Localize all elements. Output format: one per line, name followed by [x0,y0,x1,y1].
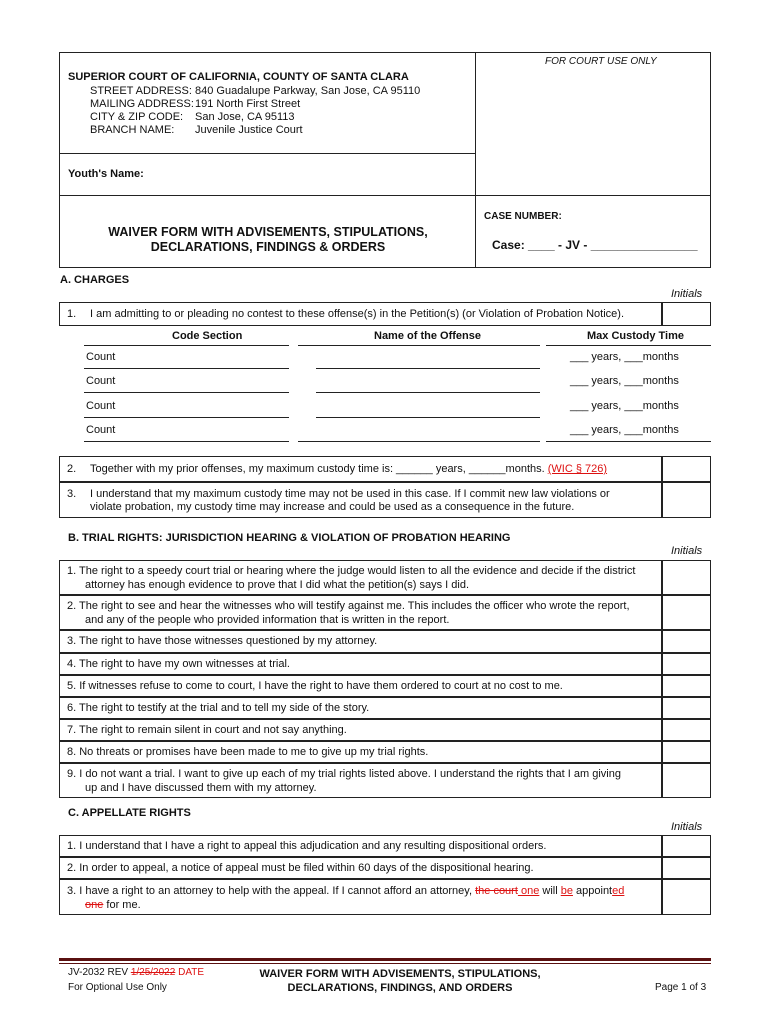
inserted-text: one [517,885,540,897]
trial-right-initials-box[interactable] [662,653,711,675]
court-use-label: FOR COURT USE ONLY [545,56,657,67]
count-offense-line[interactable] [316,368,540,369]
appellate-item-1-text: 1. I understand that I have a right to appeal this adjudication and any resulting dispositional orders. [67,840,547,852]
address-row: MAILING ADDRESS:191 North First Street [90,98,301,110]
footer-form-id: JV-2032 REV 1/25/2022 DATE [68,967,205,978]
youth-name-field[interactable] [160,160,470,186]
count-code-line[interactable] [84,392,289,393]
trial-right-text: 3. The right to have those witnesses questioned by my attorney. [67,635,378,647]
column-header-code-section: Code Section [172,330,243,342]
trial-right-initials-box[interactable] [662,675,711,697]
count-code-line[interactable] [84,441,289,442]
section-c-initials-label: Initials [671,821,703,833]
court-name: SUPERIOR COURT OF CALIFORNIA, COUNTY OF SANTA CLARA [68,71,409,83]
charges-item-1-initials-box[interactable] [662,302,711,326]
trial-right-text: 6. The right to testify at the trial and to tell my side of the story. [67,702,370,714]
count-label: Count [86,375,116,387]
section-c-heading: C. APPELLATE RIGHTS [68,807,191,819]
address-row: CITY & ZIP CODE: San Jose, CA 95113 [90,111,295,123]
trial-right-text: 1. The right to a speedy court trial or hearing where the judge would listen to all the evidence and decide if the district attorney has enough evidence to prove that I did what the petition(s) says I did. [67,565,636,591]
charges-item-2-number: 2. [67,463,77,475]
count-offense-line[interactable] [316,392,540,393]
wic-reference: (WIC § 726) [547,463,608,475]
count-offense-line[interactable] [298,441,540,442]
footer-title: WAIVER FORM WITH ADVISEMENTS, STIPULATIONS, DECLARATIONS, FINDINGS, AND ORDERS [259,968,541,994]
trial-right-text: 7. The right to remain silent in court and not say anything. [67,724,347,736]
column-header-max-custody: Max Custody Time [587,330,684,342]
header-divider-1 [59,153,476,154]
address-row: BRANCH NAME: Juvenile Justice Court [90,124,303,136]
trial-right-initials-box[interactable] [662,697,711,719]
section-b-heading: B. TRIAL RIGHTS: JURISDICTION HEARING & VIOLATION OF PROBATION HEARING [68,532,511,544]
count-label: Count [86,351,116,363]
trial-right-initials-box[interactable] [662,741,711,763]
deleted-text: the court [475,885,518,897]
youth-name-label: Youth's Name: [68,168,144,180]
column-header-max-underline [546,345,711,346]
appellate-item-2-initials-box[interactable] [662,857,711,879]
column-header-code-underline [84,345,289,346]
trial-right-text: 4. The right to have my own witnesses at trial. [67,658,290,670]
trial-right-initials-box[interactable] [662,595,711,630]
column-header-offense-underline [298,345,540,346]
appellate-item-1-initials-box[interactable] [662,835,711,857]
count-max-custody[interactable]: ___ years, ___months [570,375,679,387]
footer-old-date: 1/25/2022 [130,967,176,978]
case-number-label: CASE NUMBER: [484,211,562,222]
trial-right-initials-box[interactable] [662,560,711,595]
count-max-custody[interactable]: ___ years, ___months [570,424,679,436]
charges-item-1-number: 1. [67,308,77,320]
trial-right-initials-box[interactable] [662,719,711,741]
count-max-line[interactable] [546,441,711,442]
footer-rule-thin [59,963,711,964]
count-max-custody[interactable]: ___ years, ___months [570,351,679,363]
section-a-heading: A. CHARGES [60,274,130,286]
charges-item-1-text: I am admitting to or pleading no contest to these offense(s) in the Petition(s) (or Violation of Probation Notice). [90,308,624,320]
trial-right-text: 2. The right to see and hear the witnesses who will testify against me. This includes the officer who wrote the report, and any of the people who provided information that is written in the report. [67,600,630,626]
trial-right-initials-box[interactable] [662,630,711,653]
charges-item-3-initials-box[interactable] [662,482,711,518]
appellate-item-3-initials-box[interactable] [662,879,711,915]
inserted-text: ed [612,885,625,897]
charges-item-3-text: I understand that my maximum custody time may not be used in this case. If I commit new law violations or violate probation, my custody time may increase and could be used as a consequence in the future. [90,488,610,513]
header-divider-2 [59,195,711,196]
column-header-offense-name: Name of the Offense [374,330,481,342]
count-max-custody[interactable]: ___ years, ___months [570,400,679,412]
trial-right-text: 8. No threats or promises have been made to me to give up my trial rights. [67,746,429,758]
charges-item-3-number: 3. [67,488,77,500]
section-a-initials-label: Initials [671,288,703,300]
footer-rule-thick [59,958,711,961]
count-code-line[interactable] [84,368,289,369]
address-row: STREET ADDRESS: 840 Guadalupe Parkway, San Jose, CA 95110 [90,85,421,97]
appellate-item-3-text: 3. I have a right to an attorney to help with the appeal. If I cannot afford an attorney, the court one will be appointed one for me. [67,885,625,911]
charges-item-2-text: Together with my prior offenses, my maximum custody time is: ______ years, ______months. (WIC § 726) [90,463,608,475]
trial-right-text: 5. If witnesses refuse to come to court, I have the right to have them ordered to court at no cost to me. [67,680,563,692]
count-label: Count [86,400,116,412]
case-number-field[interactable]: Case: ____ - JV - ________________ [492,238,698,252]
charges-item-2-initials-box[interactable] [662,456,711,482]
deleted-text: one [85,899,104,911]
footer-optional-use: For Optional Use Only [68,982,167,993]
appellate-item-2-text: 2. In order to appeal, a notice of appeal must be filed within 60 days of the dispositional hearing. [67,862,534,874]
form-title: WAIVER FORM WITH ADVISEMENTS, STIPULATIONS, DECLARATIONS, FINDINGS & ORDERS [108,225,428,254]
count-code-line[interactable] [84,417,289,418]
count-label: Count [86,424,116,436]
footer-page-number: Page 1 of 3 [655,982,707,993]
section-b-initials-label: Initials [671,545,703,557]
inserted-text: be [560,885,573,897]
trial-right-text: 9. I do not want a trial. I want to give up each of my trial rights listed above. I understand the rights that I am giving up and I have discussed them with my attorney. [67,768,621,794]
court-address-block [90,85,420,137]
trial-right-initials-box[interactable] [662,763,711,798]
count-offense-line[interactable] [316,417,540,418]
footer-date-word: DATE [175,967,205,978]
